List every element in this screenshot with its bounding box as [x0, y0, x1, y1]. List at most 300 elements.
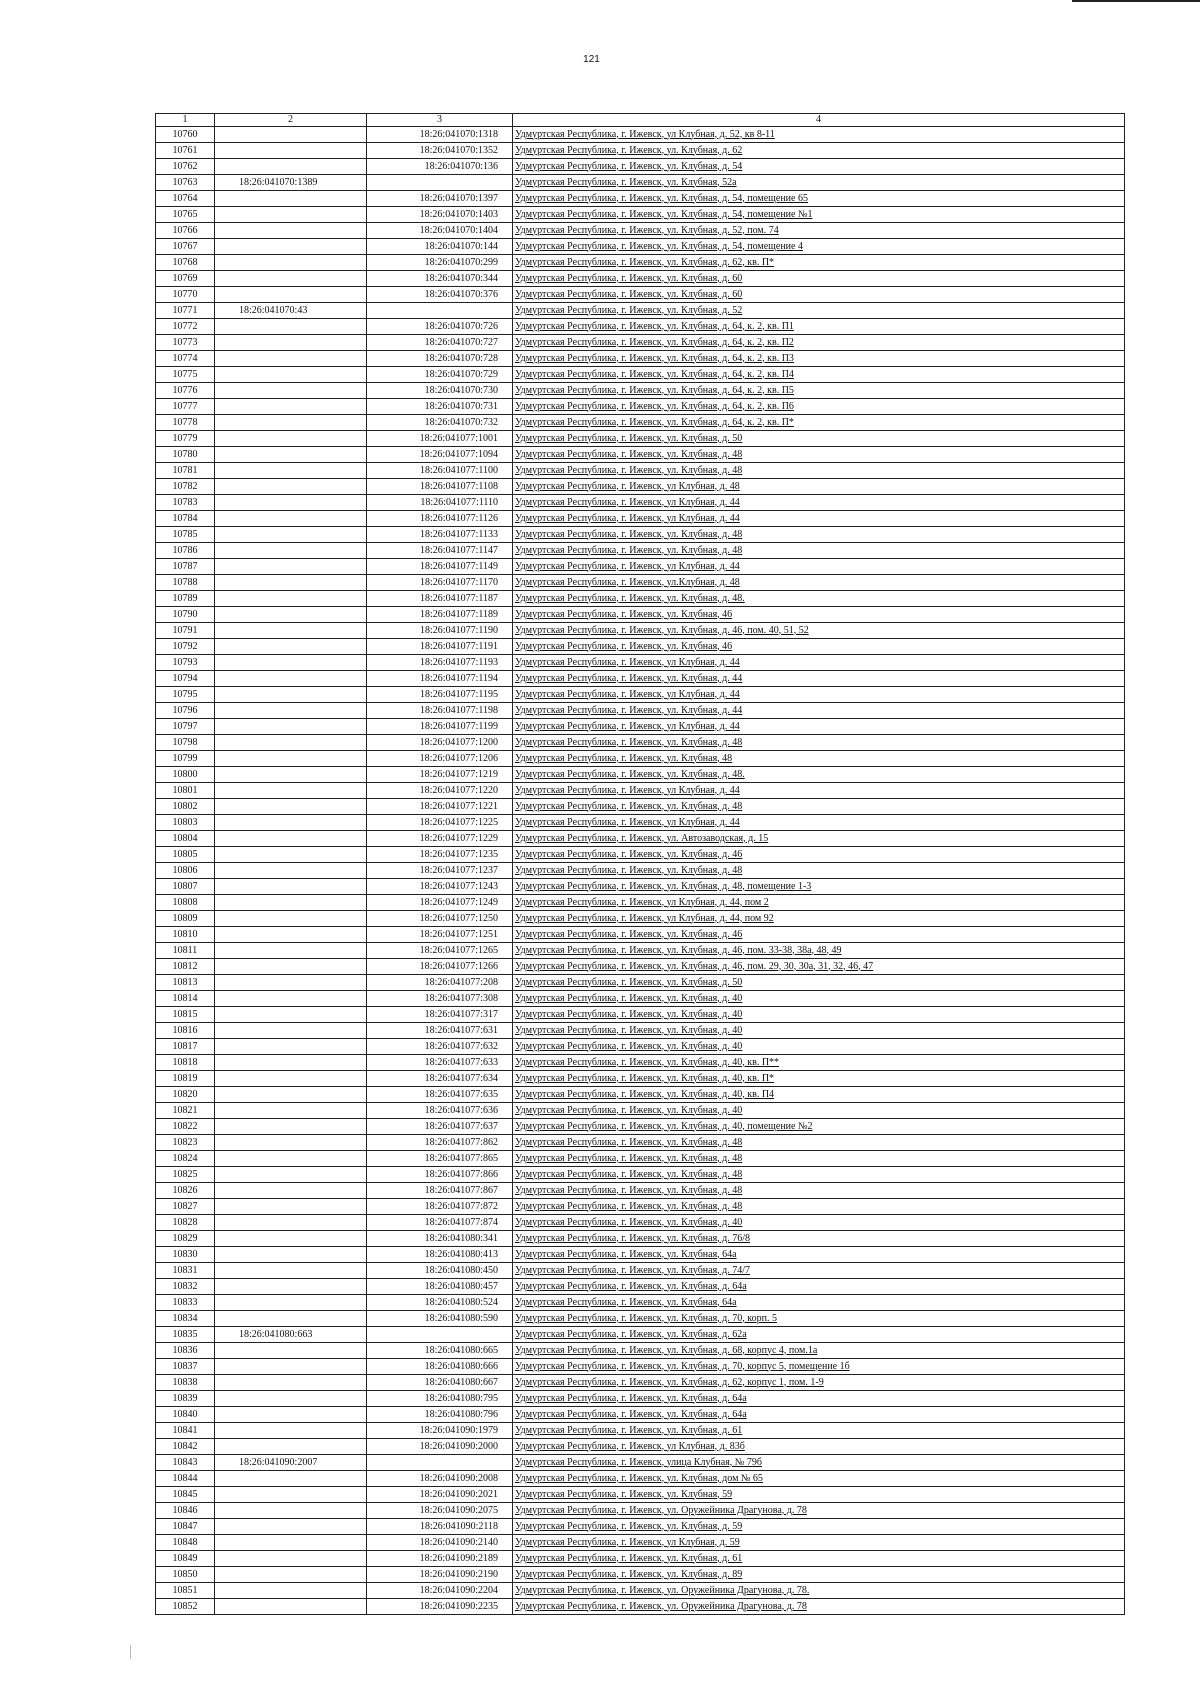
row-number-cell: 10793 — [156, 655, 215, 671]
premises-cadastral-cell — [367, 175, 513, 191]
address-cell: Удмуртская Республика, г. Ижевск, ул. Клубная, д. 48, помещение 1-3 — [513, 879, 1125, 895]
address-cell: Удмуртская Республика, г. Ижевск, ул Клубная, д. 59 — [513, 1535, 1125, 1551]
table-row — [156, 1263, 1125, 1279]
table-row — [156, 1279, 1125, 1295]
premises-cadastral-cell: 18:26:041077:1195 — [367, 687, 513, 703]
row-number-cell: 10830 — [156, 1247, 215, 1263]
address-cell: Удмуртская Республика, г. Ижевск, ул. Клубная, д. 48 — [513, 543, 1125, 559]
premises-cadastral-cell: 18:26:041080:457 — [367, 1279, 513, 1295]
building-cadastral-cell — [215, 527, 367, 543]
table-row — [156, 367, 1125, 383]
table-row — [156, 799, 1125, 815]
row-number-cell: 10852 — [156, 1599, 215, 1615]
table-row — [156, 1055, 1125, 1071]
table-row — [156, 863, 1125, 879]
address-cell: Удмуртская Республика, г. Ижевск, ул. Клубная, д. 48 — [513, 1183, 1125, 1199]
row-number-cell: 10768 — [156, 255, 215, 271]
building-cadastral-cell — [215, 767, 367, 783]
table-row — [156, 847, 1125, 863]
premises-cadastral-cell — [367, 303, 513, 319]
premises-cadastral-cell: 18:26:041080:590 — [367, 1311, 513, 1327]
address-cell: Удмуртская Республика, г. Ижевск, ул Клубная, д. 44 — [513, 687, 1125, 703]
address-cell: Удмуртская Республика, г. Ижевск, ул. Клубная, д. 54, помещение 4 — [513, 239, 1125, 255]
table-row — [156, 1247, 1125, 1263]
row-number-cell: 10839 — [156, 1391, 215, 1407]
premises-cadastral-cell: 18:26:041070:376 — [367, 287, 513, 303]
building-cadastral-cell — [215, 495, 367, 511]
table-row — [156, 671, 1125, 687]
building-cadastral-cell — [215, 1423, 367, 1439]
address-cell: Удмуртская Республика, г. Ижевск, ул. Клубная, д. 59 — [513, 1519, 1125, 1535]
address-cell: Удмуртская Республика, г. Ижевск, ул. Клубная, 48 — [513, 751, 1125, 767]
row-number-cell: 10819 — [156, 1071, 215, 1087]
premises-cadastral-cell: 18:26:041077:634 — [367, 1071, 513, 1087]
row-number-cell: 10774 — [156, 351, 215, 367]
premises-cadastral-cell: 18:26:041080:341 — [367, 1231, 513, 1247]
row-number-cell: 10801 — [156, 783, 215, 799]
table-row — [156, 607, 1125, 623]
row-number-cell: 10764 — [156, 191, 215, 207]
address-cell: Удмуртская Республика, г. Ижевск, ул Клубная, д. 48 — [513, 479, 1125, 495]
row-number-cell: 10779 — [156, 431, 215, 447]
premises-cadastral-cell: 18:26:041077:1237 — [367, 863, 513, 879]
table-row — [156, 927, 1125, 943]
premises-cadastral-cell: 18:26:041077:317 — [367, 1007, 513, 1023]
premises-cadastral-cell: 18:26:041077:1265 — [367, 943, 513, 959]
address-cell: Удмуртская Республика, г. Ижевск, ул. Клубная, д. 61 — [513, 1423, 1125, 1439]
address-cell: Удмуртская Республика, г. Ижевск, ул. Оружейника Драгунова, д. 78 — [513, 1503, 1125, 1519]
building-cadastral-cell — [215, 1487, 367, 1503]
premises-cadastral-cell: 18:26:041080:795 — [367, 1391, 513, 1407]
row-number-cell: 10794 — [156, 671, 215, 687]
address-cell: Удмуртская Республика, г. Ижевск, ул. Клубная, д. 40 — [513, 1215, 1125, 1231]
building-cadastral-cell — [215, 1599, 367, 1615]
address-cell: Удмуртская Республика, г. Ижевск, ул. Клубная, д. 64а — [513, 1391, 1125, 1407]
building-cadastral-cell — [215, 1535, 367, 1551]
premises-cadastral-cell: 18:26:041070:727 — [367, 335, 513, 351]
table-row — [156, 591, 1125, 607]
building-cadastral-cell — [215, 623, 367, 639]
table-row — [156, 287, 1125, 303]
address-cell: Удмуртская Республика, г. Ижевск, ул. Клубная, 64а — [513, 1247, 1125, 1263]
address-cell: Удмуртская Республика, г. Ижевск, ул. Клубная, д. 89 — [513, 1567, 1125, 1583]
address-cell: Удмуртская Республика, г. Ижевск, ул. Клубная, д. 48 — [513, 447, 1125, 463]
building-cadastral-cell — [215, 463, 367, 479]
table-row — [156, 399, 1125, 415]
premises-cadastral-cell: 18:26:041080:413 — [367, 1247, 513, 1263]
row-number-cell: 10821 — [156, 1103, 215, 1119]
row-number-cell: 10812 — [156, 959, 215, 975]
address-cell: Удмуртская Республика, г. Ижевск, ул. Клубная, д. 64, к. 2, кв. П3 — [513, 351, 1125, 367]
address-cell: Удмуртская Республика, г. Ижевск, ул Клубная, д. 44, пом 2 — [513, 895, 1125, 911]
address-cell: Удмуртская Республика, г. Ижевск, ул. Клубная, д. 60 — [513, 271, 1125, 287]
premises-cadastral-cell: 18:26:041077:1219 — [367, 767, 513, 783]
premises-cadastral-cell: 18:26:041090:2140 — [367, 1535, 513, 1551]
address-cell: Удмуртская Республика, г. Ижевск, ул. Клубная, д. 48. — [513, 591, 1125, 607]
premises-cadastral-cell: 18:26:041077:1266 — [367, 959, 513, 975]
building-cadastral-cell — [215, 543, 367, 559]
building-cadastral-cell — [215, 1087, 367, 1103]
address-cell: Удмуртская Республика, г. Ижевск, ул Клубная, д. 44, пом 92 — [513, 911, 1125, 927]
premises-cadastral-cell: 18:26:041090:2204 — [367, 1583, 513, 1599]
premises-cadastral-cell: 18:26:041070:732 — [367, 415, 513, 431]
premises-cadastral-cell: 18:26:041070:726 — [367, 319, 513, 335]
row-number-cell: 10783 — [156, 495, 215, 511]
table-row — [156, 703, 1125, 719]
premises-cadastral-cell: 18:26:041077:1108 — [367, 479, 513, 495]
premises-cadastral-cell: 18:26:041090:2189 — [367, 1551, 513, 1567]
building-cadastral-cell — [215, 943, 367, 959]
row-number-cell: 10828 — [156, 1215, 215, 1231]
table-row — [156, 143, 1125, 159]
table-row — [156, 1199, 1125, 1215]
row-number-cell: 10780 — [156, 447, 215, 463]
table-row — [156, 447, 1125, 463]
address-cell: Удмуртская Республика, г. Ижевск, ул. Клубная, д. 70, корп. 5 — [513, 1311, 1125, 1327]
table-row — [156, 719, 1125, 735]
row-number-cell: 10818 — [156, 1055, 215, 1071]
table-row — [156, 959, 1125, 975]
top-rule — [1072, 0, 1200, 2]
row-number-cell: 10800 — [156, 767, 215, 783]
premises-cadastral-cell: 18:26:041077:866 — [367, 1167, 513, 1183]
address-cell: Удмуртская Республика, г. Ижевск, ул. Клубная, д. 62, кв. П* — [513, 255, 1125, 271]
address-cell: Удмуртская Республика, г. Ижевск, ул. Клубная, д. 74/7 — [513, 1263, 1125, 1279]
building-cadastral-cell — [215, 559, 367, 575]
table-row — [156, 271, 1125, 287]
premises-cadastral-cell: 18:26:041077:1001 — [367, 431, 513, 447]
address-cell: Удмуртская Республика, г. Ижевск, ул. Клубная, 59 — [513, 1487, 1125, 1503]
row-number-cell: 10825 — [156, 1167, 215, 1183]
premises-cadastral-cell: 18:26:041070:1318 — [367, 127, 513, 143]
row-number-cell: 10781 — [156, 463, 215, 479]
address-cell: Удмуртская Республика, г. Ижевск, ул Клубная, д. 44 — [513, 495, 1125, 511]
row-number-cell: 10833 — [156, 1295, 215, 1311]
building-cadastral-cell — [215, 783, 367, 799]
scan-mark — [130, 1645, 131, 1659]
row-number-cell: 10767 — [156, 239, 215, 255]
premises-cadastral-cell: 18:26:041090:2000 — [367, 1439, 513, 1455]
premises-cadastral-cell: 18:26:041077:1187 — [367, 591, 513, 607]
row-number-cell: 10820 — [156, 1087, 215, 1103]
premises-cadastral-cell: 18:26:041077:1250 — [367, 911, 513, 927]
table-row — [156, 527, 1125, 543]
address-cell: Удмуртская Республика, г. Ижевск, ул. Клубная, д. 48 — [513, 1167, 1125, 1183]
building-cadastral-cell — [215, 1119, 367, 1135]
premises-cadastral-cell: 18:26:041077:867 — [367, 1183, 513, 1199]
building-cadastral-cell — [215, 1551, 367, 1567]
row-number-cell: 10788 — [156, 575, 215, 591]
premises-cadastral-cell: 18:26:041080:666 — [367, 1359, 513, 1375]
address-cell: Удмуртская Республика, г. Ижевск, ул. Клубная, д. 40 — [513, 1103, 1125, 1119]
row-number-cell: 10791 — [156, 623, 215, 639]
table-row — [156, 575, 1125, 591]
premises-cadastral-cell: 18:26:041077:1191 — [367, 639, 513, 655]
table-row — [156, 1311, 1125, 1327]
premises-cadastral-cell: 18:26:041090:2190 — [367, 1567, 513, 1583]
table-row — [156, 191, 1125, 207]
premises-cadastral-cell: 18:26:041077:631 — [367, 1023, 513, 1039]
table-row — [156, 1151, 1125, 1167]
premises-cadastral-cell: 18:26:041070:136 — [367, 159, 513, 175]
premises-cadastral-cell: 18:26:041077:1221 — [367, 799, 513, 815]
building-cadastral-cell — [215, 447, 367, 463]
page-number: 121 — [583, 54, 600, 65]
premises-cadastral-cell: 18:26:041077:308 — [367, 991, 513, 1007]
row-number-cell: 10826 — [156, 1183, 215, 1199]
table-row — [156, 783, 1125, 799]
table-row — [156, 1503, 1125, 1519]
building-cadastral-cell — [215, 879, 367, 895]
building-cadastral-cell — [215, 383, 367, 399]
premises-cadastral-cell: 18:26:041070:1404 — [367, 223, 513, 239]
address-cell: Удмуртская Республика, г. Ижевск, ул. Клубная, д. 64, к. 2, кв. П1 — [513, 319, 1125, 335]
premises-cadastral-cell: 18:26:041077:633 — [367, 1055, 513, 1071]
address-cell: Удмуртская Республика, г. Ижевск, ул Клубная, д. 44 — [513, 815, 1125, 831]
building-cadastral-cell — [215, 1471, 367, 1487]
building-cadastral-cell — [215, 431, 367, 447]
building-cadastral-cell — [215, 191, 367, 207]
row-number-cell: 10836 — [156, 1343, 215, 1359]
table-row — [156, 1039, 1125, 1055]
address-cell: Удмуртская Республика, г. Ижевск, ул. Клубная, д. 62 — [513, 143, 1125, 159]
premises-cadastral-cell: 18:26:041077:1170 — [367, 575, 513, 591]
row-number-cell: 10838 — [156, 1375, 215, 1391]
table-row — [156, 1391, 1125, 1407]
row-number-cell: 10841 — [156, 1423, 215, 1439]
building-cadastral-cell — [215, 863, 367, 879]
table-row — [156, 463, 1125, 479]
row-number-cell: 10815 — [156, 1007, 215, 1023]
address-cell: Удмуртская Республика, г. Ижевск, ул. Клубная, д. 64а — [513, 1407, 1125, 1423]
premises-cadastral-cell: 18:26:041077:208 — [367, 975, 513, 991]
table-row — [156, 895, 1125, 911]
column-header-1: 1 — [156, 114, 215, 127]
building-cadastral-cell — [215, 1167, 367, 1183]
address-cell: Удмуртская Республика, г. Ижевск, ул. Клубная, д. 48 — [513, 1199, 1125, 1215]
address-cell: Удмуртская Республика, г. Ижевск, ул Клубная, д. 44 — [513, 655, 1125, 671]
row-number-cell: 10786 — [156, 543, 215, 559]
table-row — [156, 223, 1125, 239]
row-number-cell: 10829 — [156, 1231, 215, 1247]
table-row — [156, 879, 1125, 895]
building-cadastral-cell — [215, 1439, 367, 1455]
address-cell: Удмуртская Республика, г. Ижевск, ул. Клубная, д. 52, пом. 74 — [513, 223, 1125, 239]
table-row — [156, 511, 1125, 527]
row-number-cell: 10803 — [156, 815, 215, 831]
address-cell: Удмуртская Республика, г. Ижевск, ул. Клубная, д. 48 — [513, 1135, 1125, 1151]
table-row — [156, 1135, 1125, 1151]
table-row — [156, 831, 1125, 847]
building-cadastral-cell — [215, 1247, 367, 1263]
table-row — [156, 239, 1125, 255]
row-number-cell: 10797 — [156, 719, 215, 735]
table-row — [156, 1519, 1125, 1535]
row-number-cell: 10784 — [156, 511, 215, 527]
building-cadastral-cell — [215, 479, 367, 495]
row-number-cell: 10811 — [156, 943, 215, 959]
row-number-cell: 10822 — [156, 1119, 215, 1135]
premises-cadastral-cell: 18:26:041077:1220 — [367, 783, 513, 799]
premises-cadastral-cell: 18:26:041077:632 — [367, 1039, 513, 1055]
row-number-cell: 10813 — [156, 975, 215, 991]
address-cell: Удмуртская Республика, г. Ижевск, ул. Клубная, д. 64а — [513, 1279, 1125, 1295]
building-cadastral-cell — [215, 335, 367, 351]
table-row — [156, 207, 1125, 223]
premises-cadastral-cell: 18:26:041077:1194 — [367, 671, 513, 687]
row-number-cell: 10798 — [156, 735, 215, 751]
building-cadastral-cell — [215, 751, 367, 767]
table-row — [156, 1007, 1125, 1023]
address-cell: Удмуртская Республика, г. Ижевск, ул. Клубная, д. 62, корпус 1, пом. 1-9 — [513, 1375, 1125, 1391]
row-number-cell: 10762 — [156, 159, 215, 175]
row-number-cell: 10827 — [156, 1199, 215, 1215]
table-row — [156, 1215, 1125, 1231]
table-row — [156, 1231, 1125, 1247]
address-cell: Удмуртская Республика, г. Ижевск, ул. Клубная, д. 64, к. 2, кв. П4 — [513, 367, 1125, 383]
address-cell: Удмуртская Республика, г. Ижевск, ул. Клубная, д. 50 — [513, 975, 1125, 991]
building-cadastral-cell — [215, 975, 367, 991]
row-number-cell: 10805 — [156, 847, 215, 863]
address-cell: Удмуртская Республика, г. Ижевск, ул Клубная, д. 44 — [513, 783, 1125, 799]
premises-cadastral-cell: 18:26:041077:865 — [367, 1151, 513, 1167]
building-cadastral-cell — [215, 287, 367, 303]
building-cadastral-cell — [215, 847, 367, 863]
premises-cadastral-cell: 18:26:041090:2075 — [367, 1503, 513, 1519]
row-number-cell: 10832 — [156, 1279, 215, 1295]
table-row — [156, 1583, 1125, 1599]
address-cell: Удмуртская Республика, г. Ижевск, ул.Клубная, д. 48 — [513, 575, 1125, 591]
building-cadastral-cell — [215, 1199, 367, 1215]
table-row — [156, 495, 1125, 511]
row-number-cell: 10804 — [156, 831, 215, 847]
building-cadastral-cell — [215, 207, 367, 223]
row-number-cell: 10769 — [156, 271, 215, 287]
address-cell: Удмуртская Республика, г. Ижевск, ул Клубная, д. 44 — [513, 511, 1125, 527]
table-row — [156, 415, 1125, 431]
building-cadastral-cell — [215, 1007, 367, 1023]
premises-cadastral-cell — [367, 1327, 513, 1343]
row-number-cell: 10799 — [156, 751, 215, 767]
column-number-row — [156, 114, 1125, 127]
table-row — [156, 1551, 1125, 1567]
address-cell: Удмуртская Республика, г. Ижевск, улица Клубная, № 79б — [513, 1455, 1125, 1471]
building-cadastral-cell — [215, 511, 367, 527]
row-number-cell: 10765 — [156, 207, 215, 223]
address-cell: Удмуртская Республика, г. Ижевск, ул. Клубная, д. 64, к. 2, кв. П6 — [513, 399, 1125, 415]
row-number-cell: 10776 — [156, 383, 215, 399]
row-number-cell: 10816 — [156, 1023, 215, 1039]
address-cell: Удмуртская Республика, г. Ижевск, ул. Клубная, д. 50 — [513, 431, 1125, 447]
building-cadastral-cell — [215, 895, 367, 911]
row-number-cell: 10807 — [156, 879, 215, 895]
table-row — [156, 175, 1125, 191]
address-cell: Удмуртская Республика, г. Ижевск, ул. Клубная, д. 40 — [513, 991, 1125, 1007]
address-cell: Удмуртская Республика, г. Ижевск, ул. Клубная, д. 48 — [513, 863, 1125, 879]
row-number-cell: 10760 — [156, 127, 215, 143]
building-cadastral-cell — [215, 959, 367, 975]
premises-cadastral-cell: 18:26:041077:1193 — [367, 655, 513, 671]
building-cadastral-cell — [215, 575, 367, 591]
table-row — [156, 1471, 1125, 1487]
row-number-cell: 10844 — [156, 1471, 215, 1487]
address-cell: Удмуртская Республика, г. Ижевск, ул. Клубная, 64а — [513, 1295, 1125, 1311]
row-number-cell: 10817 — [156, 1039, 215, 1055]
premises-cadastral-cell: 18:26:041080:667 — [367, 1375, 513, 1391]
premises-cadastral-cell: 18:26:041077:862 — [367, 1135, 513, 1151]
building-cadastral-cell — [215, 1583, 367, 1599]
row-number-cell: 10850 — [156, 1567, 215, 1583]
column-header-4: 4 — [513, 114, 1125, 127]
address-cell: Удмуртская Республика, г. Ижевск, ул. Клубная, д. 44 — [513, 703, 1125, 719]
row-number-cell: 10849 — [156, 1551, 215, 1567]
row-number-cell: 10847 — [156, 1519, 215, 1535]
address-cell: Удмуртская Республика, г. Ижевск, ул. Клубная, д. 40 — [513, 1039, 1125, 1055]
building-cadastral-cell — [215, 1103, 367, 1119]
table-row — [156, 1295, 1125, 1311]
address-cell: Удмуртская Республика, г. Ижевск, ул. Оружейника Драгунова, д. 78 — [513, 1599, 1125, 1615]
table-row — [156, 543, 1125, 559]
building-cadastral-cell — [215, 1071, 367, 1087]
address-cell: Удмуртская Республика, г. Ижевск, ул. Клубная, 46 — [513, 607, 1125, 623]
building-cadastral-cell — [215, 143, 367, 159]
address-cell: Удмуртская Республика, г. Ижевск, ул. Клубная, д. 46, пом. 29, 30, 30а, 31, 32, 46, 47 — [513, 959, 1125, 975]
row-number-cell: 10796 — [156, 703, 215, 719]
premises-cadastral-cell: 18:26:041077:1206 — [367, 751, 513, 767]
premises-cadastral-cell: 18:26:041077:1100 — [367, 463, 513, 479]
row-number-cell: 10773 — [156, 335, 215, 351]
building-cadastral-cell — [215, 1039, 367, 1055]
building-cadastral-cell — [215, 607, 367, 623]
premises-cadastral-cell: 18:26:041080:665 — [367, 1343, 513, 1359]
building-cadastral-cell — [215, 1391, 367, 1407]
address-cell: Удмуртская Республика, г. Ижевск, ул Клубная, д. 44 — [513, 719, 1125, 735]
premises-cadastral-cell: 18:26:041077:1200 — [367, 735, 513, 751]
row-number-cell: 10848 — [156, 1535, 215, 1551]
building-cadastral-cell — [215, 1231, 367, 1247]
row-number-cell: 10802 — [156, 799, 215, 815]
building-cadastral-cell — [215, 911, 367, 927]
table-row — [156, 335, 1125, 351]
table-row — [156, 1359, 1125, 1375]
premises-cadastral-cell: 18:26:041090:2235 — [367, 1599, 513, 1615]
building-cadastral-cell — [215, 1055, 367, 1071]
table-row — [156, 1407, 1125, 1423]
premises-cadastral-cell: 18:26:041090:1979 — [367, 1423, 513, 1439]
premises-cadastral-cell: 18:26:041077:1225 — [367, 815, 513, 831]
premises-cadastral-cell: 18:26:041077:1235 — [367, 847, 513, 863]
table-row — [156, 687, 1125, 703]
table-row — [156, 255, 1125, 271]
address-cell: Удмуртская Республика, г. Ижевск, ул. Клубная, д. 44 — [513, 671, 1125, 687]
column-header-2: 2 — [215, 114, 367, 127]
address-cell: Удмуртская Республика, г. Ижевск, ул. Клубная, д. 40 — [513, 1007, 1125, 1023]
building-cadastral-cell: 18:26:041070:1389 — [215, 175, 367, 191]
address-cell: Удмуртская Республика, г. Ижевск, ул. Клубная, д. 48 — [513, 1151, 1125, 1167]
building-cadastral-cell — [215, 799, 367, 815]
building-cadastral-cell — [215, 927, 367, 943]
address-cell: Удмуртская Республика, г. Ижевск, ул. Клубная, дом № 65 — [513, 1471, 1125, 1487]
row-number-cell: 10831 — [156, 1263, 215, 1279]
building-cadastral-cell — [215, 1359, 367, 1375]
address-cell: Удмуртская Республика, г. Ижевск, ул. Клубная, д. 54, помещение 65 — [513, 191, 1125, 207]
premises-cadastral-cell: 18:26:041080:796 — [367, 1407, 513, 1423]
address-cell: Удмуртская Республика, г. Ижевск, ул. Клубная, д. 52 — [513, 303, 1125, 319]
table-row — [156, 159, 1125, 175]
premises-cadastral-cell: 18:26:041077:637 — [367, 1119, 513, 1135]
row-number-cell: 10775 — [156, 367, 215, 383]
table-row — [156, 1487, 1125, 1503]
